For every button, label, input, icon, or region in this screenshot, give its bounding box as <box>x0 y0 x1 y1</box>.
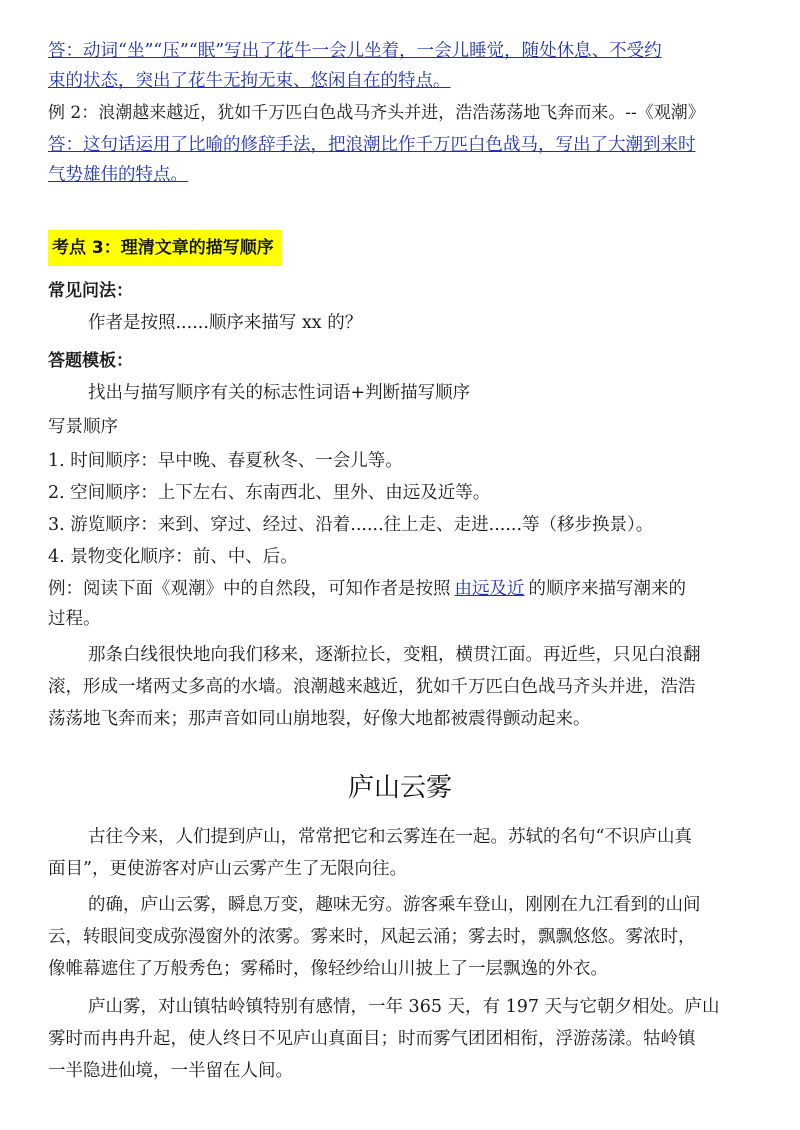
example2-sentence: 例 2：浪潮越来越近，犹如千万匹白色战马齐头并进，浩浩荡荡地飞奔而来。--《观潮》 <box>48 103 705 123</box>
section3-heading: 考点 3：理清文章的描写顺序 <box>48 230 282 266</box>
answer2-line1: 答：这句话运用了比喻的修辞手法，把浪潮比作千万匹白色战马，写出了大潮到来时 <box>48 135 696 155</box>
passage-line: 那条白线很快地向我们移来，逐渐拉长，变粗，横贯江面。再近些，只见白浪翻 <box>88 645 701 665</box>
article-p2-line: 的确，庐山云雾，瞬息万变，趣味无穷。游客乘车登山，刚刚在九江看到的山间 <box>88 895 701 915</box>
passage-line: 滚，形成一堵两丈多高的水墙。浪潮越来越近，犹如千万匹白色战马齐头并进，浩浩 <box>48 677 696 697</box>
common-question-label: 常见问法： <box>48 281 133 301</box>
answer-template-text: 找出与描写顺序有关的标志性词语+判断描写顺序 <box>88 383 471 403</box>
scene-order-label: 写景顺序 <box>48 417 118 437</box>
order-item-tour: 3. 游览顺序：来到、穿过、经过、沿着......往上走、走进......等（移步换景）。 <box>48 515 654 535</box>
common-question-text: 作者是按照......顺序来描写 xx 的？ <box>88 313 363 333</box>
order-item-space: 2. 空间顺序：上下左右、东南西北、里外、由远及近等。 <box>48 483 491 503</box>
example-line2: 过程。 <box>48 609 101 629</box>
answer2-line2: 气势雄伟的特点。 <box>48 165 188 185</box>
article-p3-line: 一半隐进仙境，一半留在人间。 <box>48 1061 293 1081</box>
order-item-time: 1. 时间顺序：早中晚、春夏秋冬、一会儿等。 <box>48 451 403 471</box>
answer1-line1: 答：动词“坐”“压”“眠”写出了花牛一会儿坐着，一会儿睡觉，随处休息、不受约 <box>48 41 662 61</box>
article-p1-line: 面目”，更使游客对庐山云雾产生了无限向往。 <box>48 859 407 879</box>
article-p2-line: 云，转眼间变成弥漫窗外的浓雾。雾来时，风起云涌；雾去时，飘飘悠悠。雾浓时， <box>48 927 696 947</box>
article-p1-line: 古往今来，人们提到庐山，常常把它和云雾连在一起。苏轼的名句“不识庐山真 <box>88 827 692 847</box>
example-blank-answer: 由远及近 <box>454 579 525 599</box>
article-title: 庐山云雾 <box>347 773 452 803</box>
answer1-line2: 束的状态，突出了花牛无拘无束、悠闲自在的特点。 <box>48 71 451 91</box>
example-prefix: 例：阅读下面《观潮》中的自然段，可知作者是按照 <box>48 579 451 599</box>
article-p2-line: 像帷幕遮住了万般秀色；雾稀时，像轻纱给山川披上了一层飘逸的外衣。 <box>48 959 608 979</box>
example-question <box>48 574 760 604</box>
order-item-change: 4. 景物变化顺序：前、中、后。 <box>48 547 298 567</box>
answer-template-label: 答题模板： <box>48 351 133 371</box>
article-p3-line: 雾时而冉冉升起，使人终日不见庐山真面目；时而雾气团团相衔，浮游荡漾。牯岭镇 <box>48 1029 696 1049</box>
article-p3-line: 庐山雾，对山镇牯岭镇特别有感情，一年 365 天，有 197 天与它朝夕相处。庐山 <box>88 997 720 1017</box>
passage-line: 荡荡地飞奔而来；那声音如同山崩地裂，好像大地都被震得颤动起来。 <box>48 709 591 729</box>
example-suffix: 的顺序来描写潮来的 <box>528 579 686 599</box>
